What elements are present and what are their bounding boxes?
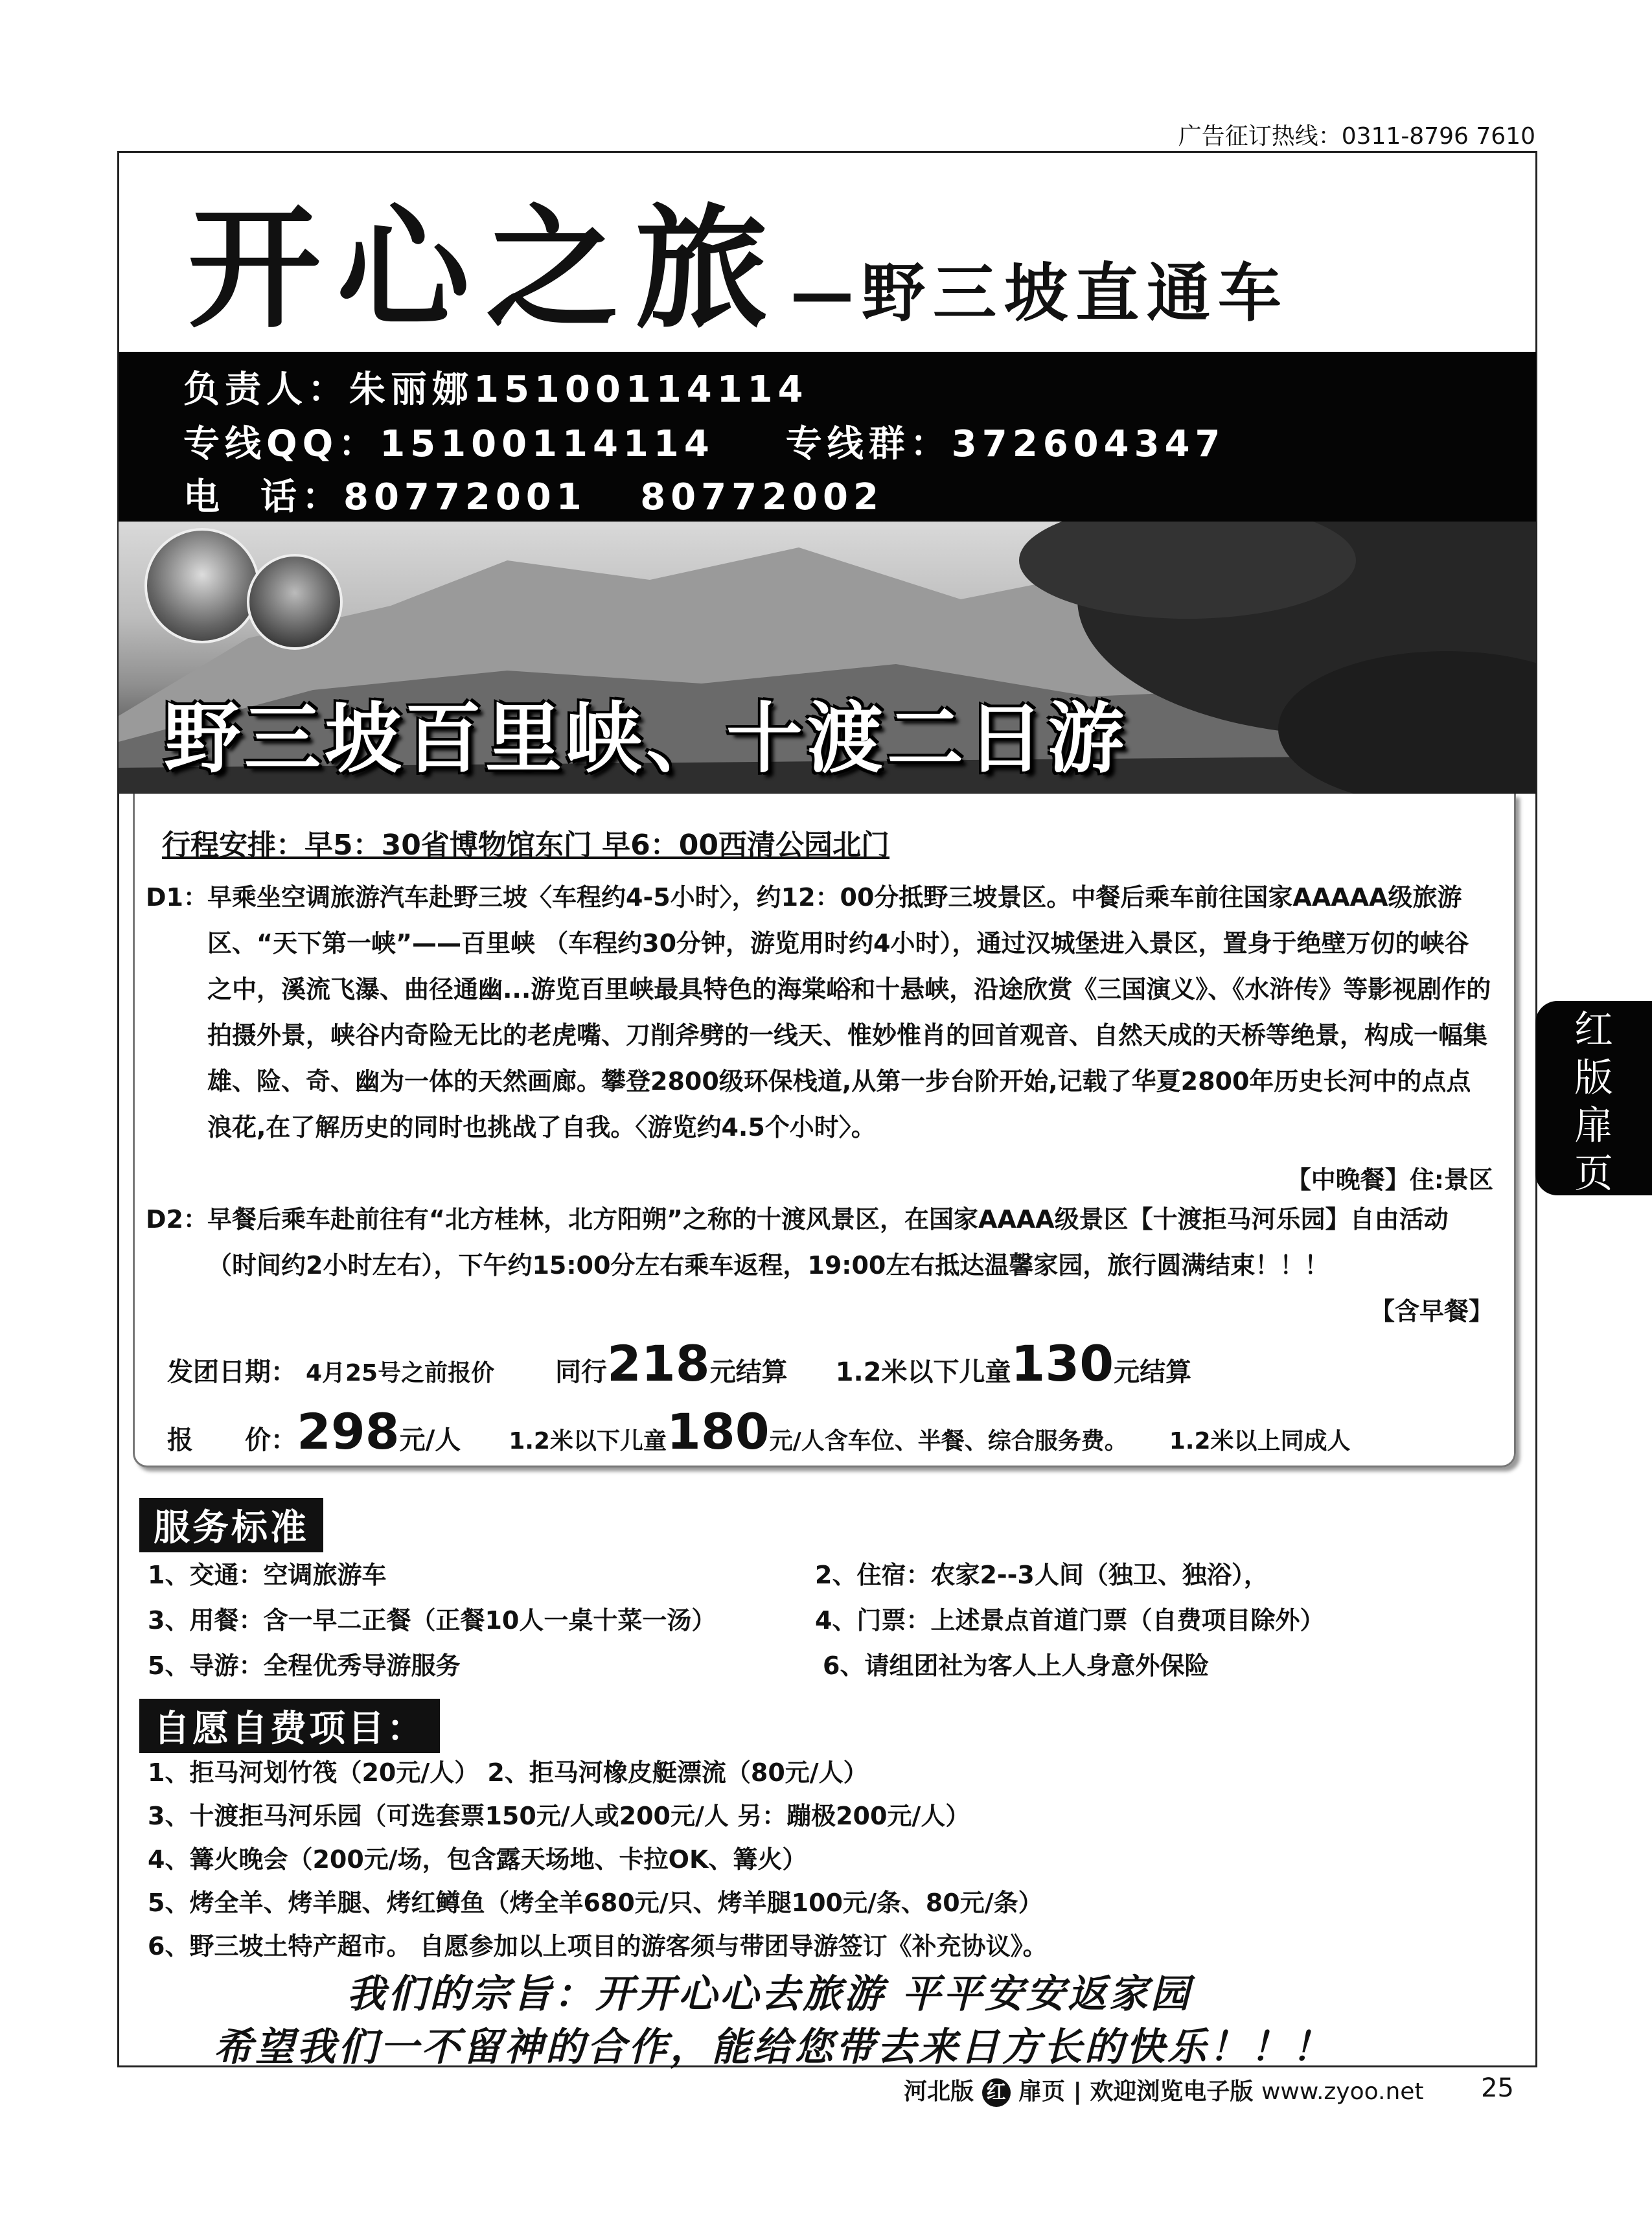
contact-phone: 电 话：80772001 80772002 <box>183 476 884 518</box>
departure-row <box>167 1335 1191 1392</box>
page-number: 25 <box>1481 2073 1514 2103</box>
side-tab <box>1535 1001 1652 1195</box>
day2-text: 早餐后乘车赴前往有“北方桂林，北方阳朔”之称的十渡风景区，在国家AAAA级景区【十渡拒马河乐园】自由活动（时间约2小时左右），下午约15:00分左右乘车返程，19:00左右抵达温馨家园，旅行圆满结束！！！ <box>207 1205 1449 1280</box>
header-title <box>188 162 1289 356</box>
service-item: 2、住宿：农家2--3人间（独卫、独浴）， <box>815 1561 1268 1589</box>
service-item: 6、请组团社为客人上人身意外保险 <box>823 1651 1210 1680</box>
departure-date: 4月25号之前报价 <box>305 1360 495 1386</box>
child-unit: 元结算 <box>1114 1357 1192 1387</box>
departure-label: 发团日期： <box>167 1357 297 1387</box>
child-label: 1.2米以下儿童 <box>835 1357 1011 1387</box>
peer-unit: 元结算 <box>709 1357 788 1387</box>
child-price: 130 <box>1011 1335 1114 1392</box>
footer-separator: | <box>1073 2078 1082 2105</box>
day2-block <box>146 1197 1493 1326</box>
contact-bar <box>119 352 1536 522</box>
side-tab-char: 页 <box>1574 1151 1613 1197</box>
optional-item: 6、野三坡土特产超市。 自愿参加以上项目的游客须与带团导游签订《补充协议》。 <box>148 1932 1048 1960</box>
footer-section: 扉页 <box>1018 2078 1066 2105</box>
optional-item: 3、十渡拒马河乐园（可选套票150元/人或200元/人 另：蹦极200元/人） <box>148 1802 970 1830</box>
day2-meal: 【含早餐】 <box>1370 1297 1493 1326</box>
peer-label: 同行 <box>555 1357 608 1387</box>
side-tab-char: 版 <box>1574 1055 1613 1101</box>
optional-item: 5、烤全羊、烤羊腿、烤红鳟鱼（烤全羊680元/只、烤羊腿100元/条、80元/条） <box>148 1889 1043 1917</box>
service-item: 5、导游：全程优秀导游服务 <box>148 1651 461 1680</box>
quote-child-note: 元/人含车位、半餐、综合服务费。 <box>769 1428 1128 1454</box>
quote-child-label: 1.2米以下儿童 <box>509 1428 667 1454</box>
quote-price: 298 <box>297 1403 400 1460</box>
day1-meal: 【中晚餐】住:景区 <box>1286 1166 1493 1194</box>
footer-edition: 河北版 <box>904 2078 974 2105</box>
contact-person: 负责人：朱丽娜15100114114 <box>183 369 809 411</box>
service-item: 1、交通：空调旅游车 <box>148 1561 387 1589</box>
optional-heading: 自愿自费项目： <box>139 1699 440 1753</box>
side-tab-char: 扉 <box>1574 1103 1613 1149</box>
quote-unit: 元/人 <box>399 1425 461 1455</box>
photo-circle-lake <box>144 528 260 643</box>
ad-hotline: 广告征订热线：0311-8796 7610 <box>1178 123 1535 150</box>
day1-block <box>146 875 1493 1194</box>
motto-line1: 我们的宗旨：开开心心去旅游 平平安安返家园 <box>347 1972 1192 2017</box>
title-main: 开心之旅 <box>188 192 784 347</box>
footer <box>904 2073 1424 2107</box>
peer-price: 218 <box>607 1335 710 1392</box>
footer-invite: 欢迎浏览电子版 <box>1090 2078 1254 2105</box>
optional-item: 4、篝火晚会（200元/场，包含露天场地、卡拉OK、篝火） <box>148 1845 807 1874</box>
banner-image <box>119 522 1536 794</box>
schedule-line: 行程安排：早5：30省博物馆东门 早6：00西清公园北门 <box>162 829 890 862</box>
optional-item: 1、拒马河划竹筏（20元/人） 2、拒马河橡皮艇漂流（80元/人） <box>148 1758 868 1787</box>
photo-circle-rock <box>247 554 343 650</box>
quote-row <box>167 1403 1351 1460</box>
footer-website-link[interactable]: www.zyoo.net <box>1261 2078 1424 2105</box>
quote-label: 报 价： <box>167 1425 297 1455</box>
banner-title: 野三坡百里峡、十渡二日游 <box>164 694 1129 783</box>
day1-text: 早乘坐空调旅游汽车赴野三坡〈车程约4-5小时〉，约12：00分抵野三坡景区。中餐后乘车前往国家AAAAA级旅游区、“天下第一峡”——百里峡 （车程约30分钟，游览用时约4小时），通过汉城堡进入景区，置身于绝壁万仞的峡谷之中，溪流飞瀑、曲径通幽...游览百里峡最具特色的海棠峪和十悬峡，沿途欣赏《三国演义》、《水浒传》等影视剧作的拍摄外景，峡谷内奇险无比的老虎嘴、刀削斧劈的一线天、惟妙惟肖的回首观音、自然天成的天桥等绝景，构成一幅集雄、险、奇、幽为一体的天然画廊。攀登2800级环保栈道,从第一步台阶开始,记载了华夏2800年历史长河中的点点浪花,在了解历史的同时也挑战了自我。〈游览约4.5个小时〉。 <box>207 883 1491 1142</box>
day1-label: D1： <box>146 883 208 912</box>
motto-line2: 希望我们一不留神的合作，能给您带去来日方长的快乐！！！ <box>214 2025 1333 2070</box>
service-item: 4、门票：上述景点首道门票（自费项目除外） <box>815 1606 1325 1635</box>
day2-label: D2： <box>146 1205 208 1234</box>
title-sub: —野三坡直通车 <box>790 257 1290 330</box>
quote-child-price: 180 <box>666 1403 770 1460</box>
service-item: 3、用餐：含一早二正餐（正餐10人一桌十菜一汤） <box>148 1606 717 1635</box>
contact-qq: 专线QQ：15100114114 专线群：372604347 <box>183 423 1226 465</box>
quote-adult-note: 1.2米以上同成人 <box>1169 1428 1351 1454</box>
footer-badge: 红 <box>982 2078 1011 2107</box>
side-tab-char: 红 <box>1574 1007 1613 1053</box>
services-heading: 服务标准 <box>139 1498 323 1552</box>
